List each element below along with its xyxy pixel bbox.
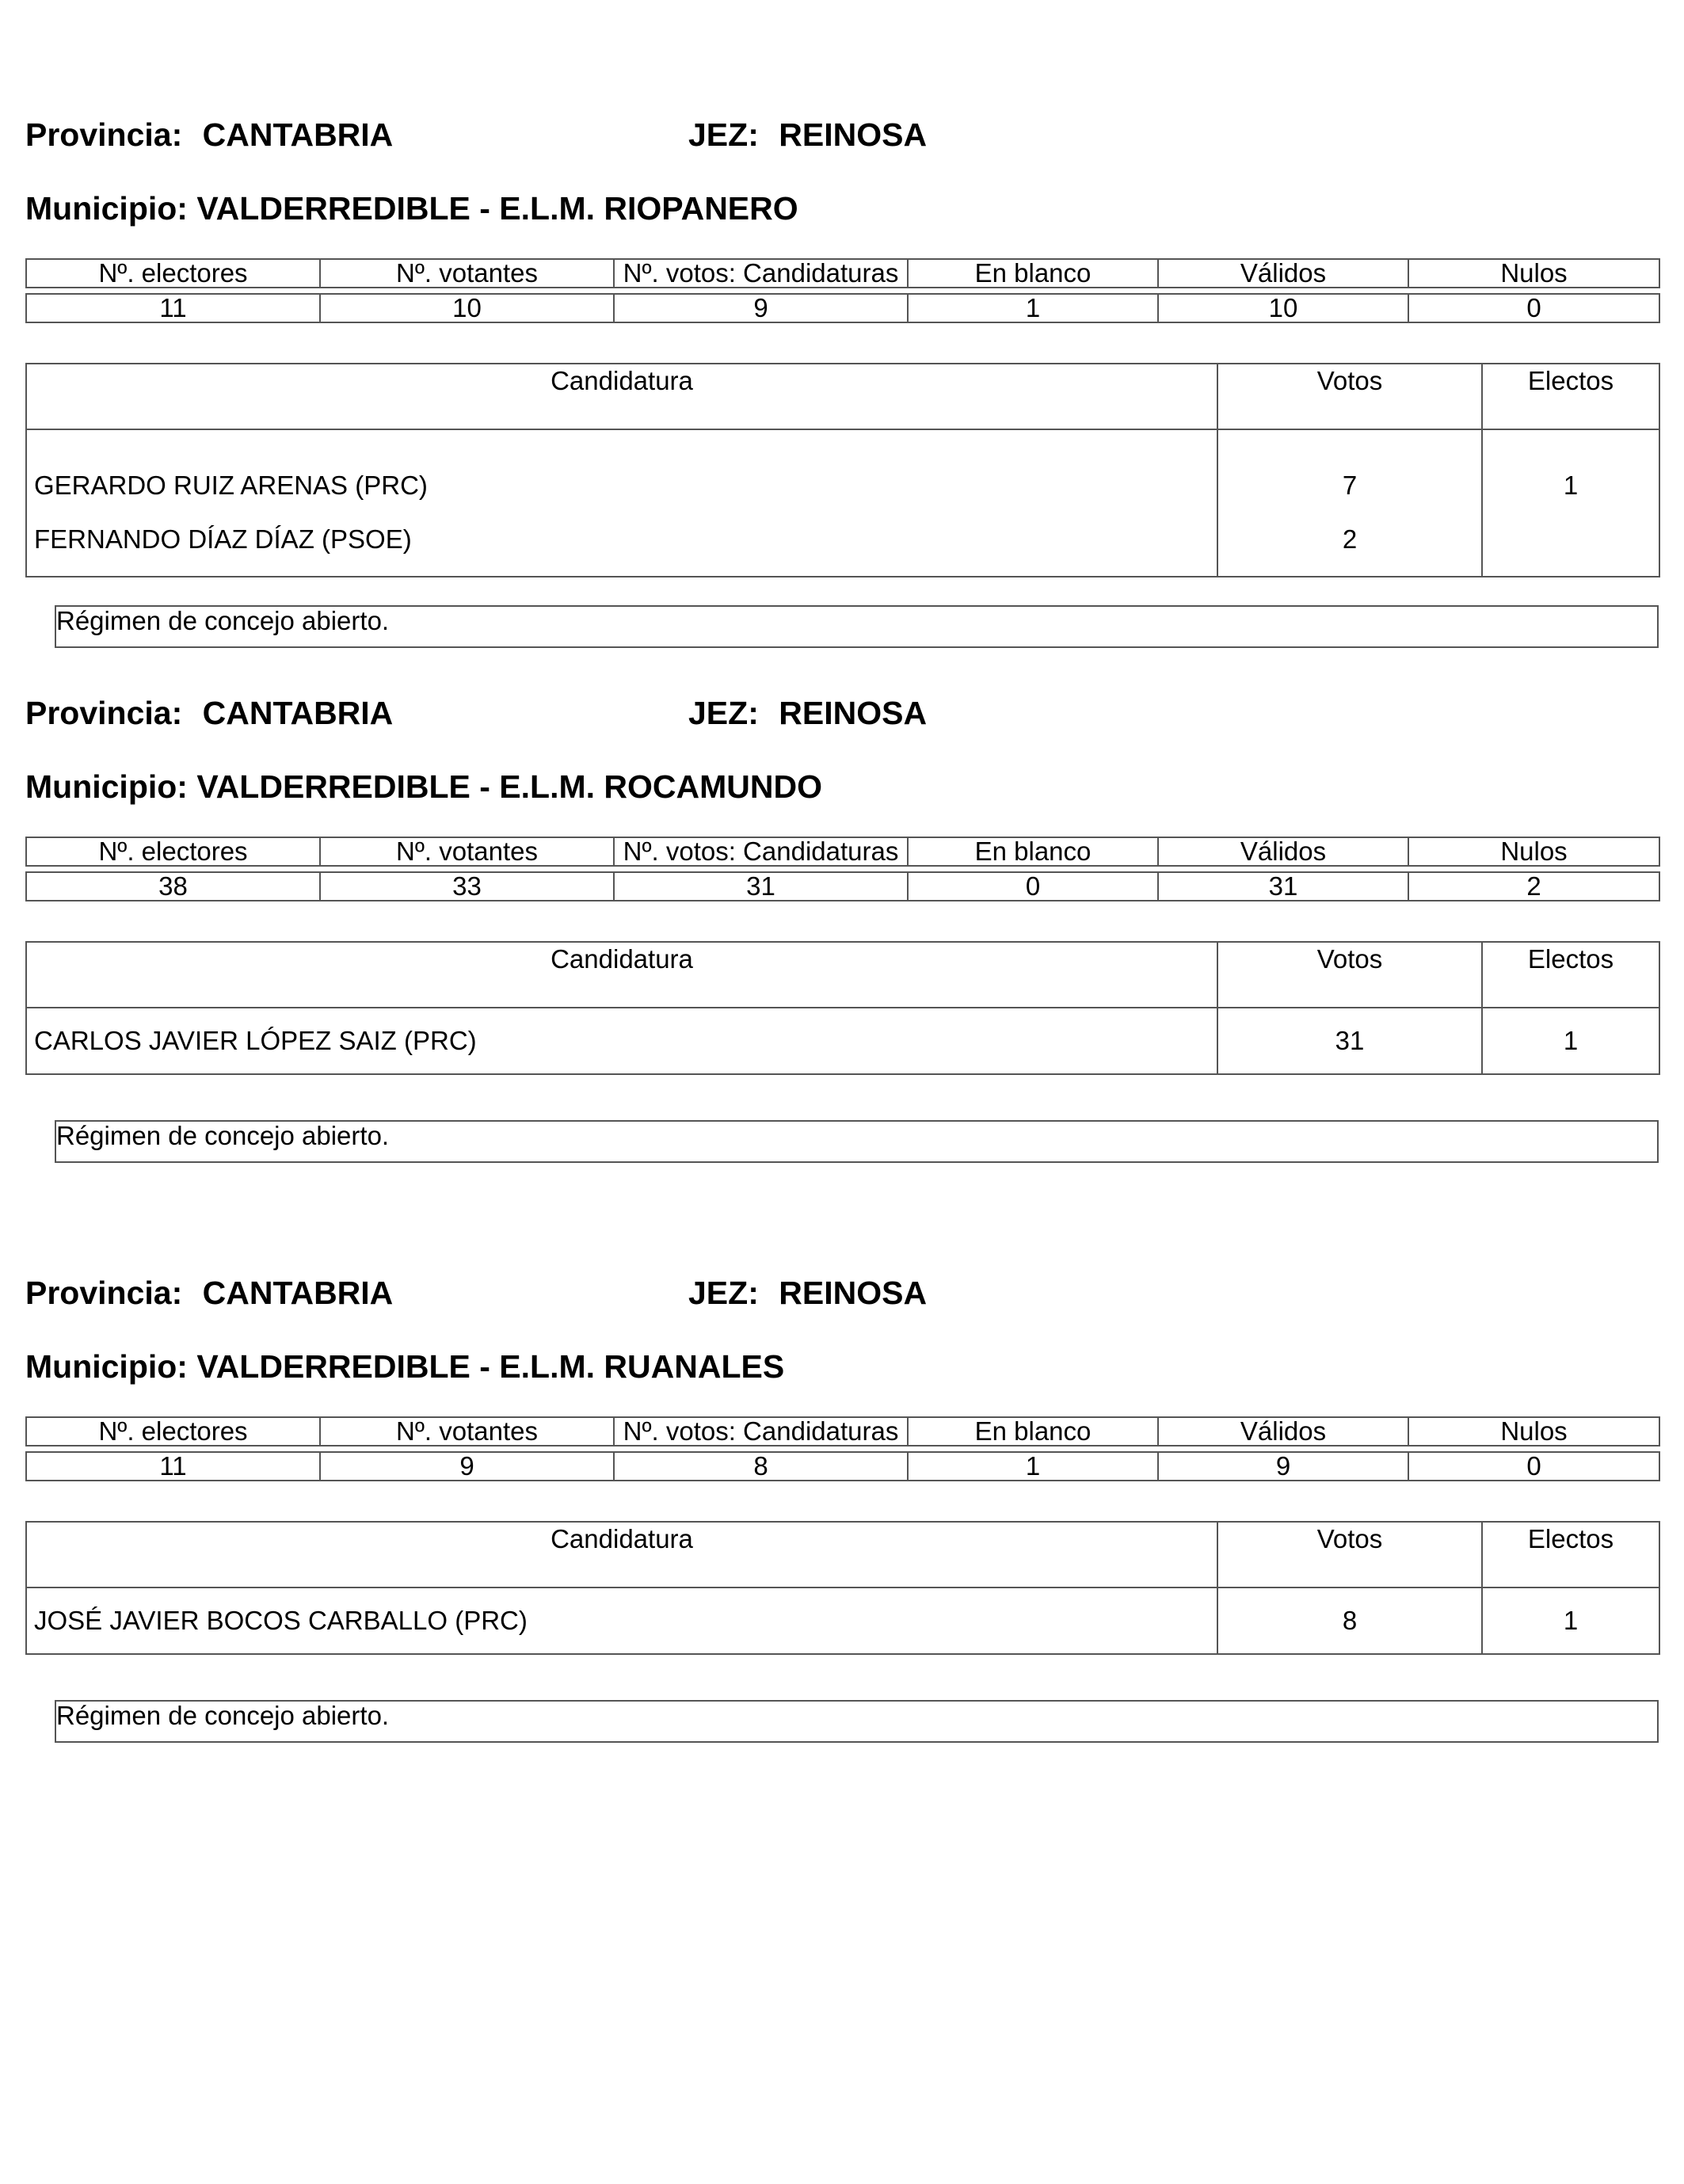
- stats-header: Nulos: [1408, 1417, 1659, 1446]
- stats-header: Nº. electores: [26, 837, 320, 866]
- stats-header: Nº. votos: Candidaturas: [614, 1417, 908, 1446]
- jez-label: JEZ:: [688, 116, 759, 153]
- candidatura-header: Candidatura: [26, 1522, 1217, 1587]
- stats-value: 9: [614, 294, 908, 322]
- stats-header: Nº. votantes: [320, 837, 614, 866]
- stats-value: 11: [26, 294, 320, 322]
- stats-value: 0: [908, 872, 1158, 901]
- jez-line: [688, 1277, 927, 1309]
- municipio-line: [25, 768, 822, 805]
- stats-spacer: [26, 1446, 1659, 1452]
- candidates-table: [25, 941, 1660, 1075]
- candidate-row: [26, 1587, 1659, 1654]
- provincia-label: Provincia:: [25, 116, 183, 153]
- note-text: Régimen de concejo abierto.: [56, 606, 390, 635]
- electos-header: Electos: [1482, 1522, 1659, 1587]
- candidate-name: JOSÉ JAVIER BOCOS CARBALLO (PRC): [26, 1587, 1217, 1654]
- stats-value: 0: [1408, 1452, 1659, 1481]
- provincia-value: CANTABRIA: [202, 695, 394, 731]
- stats-value: 11: [26, 1452, 320, 1481]
- candidate-row: [26, 1008, 1659, 1074]
- stats-value: 31: [1158, 872, 1408, 901]
- stats-header: Nº. votantes: [320, 1417, 614, 1446]
- stats-value: 31: [614, 872, 908, 901]
- candidate-name: GERARDO RUIZ ARENAS (PRC): [26, 429, 1217, 510]
- stats-value-row: [26, 1452, 1659, 1481]
- note-box: [55, 1700, 1659, 1743]
- stats-spacer: [26, 866, 1659, 872]
- note-box: [55, 1120, 1659, 1163]
- municipio-line: [25, 1348, 785, 1385]
- stats-value: 1: [908, 1452, 1158, 1481]
- candidates-table: [25, 363, 1660, 577]
- stats-header: Nº. votos: Candidaturas: [614, 837, 908, 866]
- provincia-line: [25, 116, 394, 153]
- municipio-label: Municipio:: [25, 768, 188, 805]
- votos-header: Votos: [1217, 1522, 1482, 1587]
- candidates-header-row: [26, 1522, 1659, 1587]
- municipio-value: VALDERREDIBLE - E.L.M. ROCAMUNDO: [196, 768, 822, 805]
- provincia-value: CANTABRIA: [202, 116, 394, 153]
- stats-table: [25, 258, 1660, 323]
- provincia-label: Provincia:: [25, 1275, 183, 1311]
- electos-header: Electos: [1482, 364, 1659, 429]
- provincia-value: CANTABRIA: [202, 1275, 394, 1311]
- stats-value: 1: [908, 294, 1158, 322]
- provincia-label: Provincia:: [25, 695, 183, 731]
- jez-value: REINOSA: [779, 1275, 928, 1311]
- votos-header: Votos: [1217, 942, 1482, 1008]
- stats-header: Nº. votos: Candidaturas: [614, 259, 908, 288]
- stats-table: [25, 837, 1660, 901]
- candidate-elected: 1: [1482, 1008, 1659, 1074]
- jez-label: JEZ:: [688, 1275, 759, 1311]
- candidate-elected: [1482, 510, 1659, 577]
- stats-value: 2: [1408, 872, 1659, 901]
- stats-value-row: [26, 294, 1659, 322]
- candidates-header-row: [26, 364, 1659, 429]
- stats-value: 8: [614, 1452, 908, 1481]
- stats-value-row: [26, 872, 1659, 901]
- stats-spacer: [26, 288, 1659, 294]
- votos-header: Votos: [1217, 364, 1482, 429]
- municipio-label: Municipio:: [25, 1348, 188, 1385]
- candidate-row: [26, 429, 1659, 510]
- candidate-votes: 7: [1217, 429, 1482, 510]
- jez-value: REINOSA: [779, 695, 928, 731]
- stats-value: 9: [1158, 1452, 1408, 1481]
- candidate-elected: 1: [1482, 1587, 1659, 1654]
- stats-header-row: [26, 1417, 1659, 1446]
- jez-line: [688, 116, 928, 153]
- note-text: Régimen de concejo abierto.: [56, 1701, 390, 1730]
- candidate-votes: 2: [1217, 510, 1482, 577]
- candidate-row: [26, 510, 1659, 577]
- stats-header-row: [26, 837, 1659, 866]
- candidate-name: FERNANDO DÍAZ DÍAZ (PSOE): [26, 510, 1217, 577]
- candidate-name: CARLOS JAVIER LÓPEZ SAIZ (PRC): [26, 1008, 1217, 1074]
- candidate-elected: 1: [1482, 429, 1659, 510]
- note-box: [55, 605, 1659, 648]
- provincia-line: [25, 1277, 393, 1309]
- stats-header: Nº. electores: [26, 259, 320, 288]
- municipio-value: VALDERREDIBLE - E.L.M. RUANALES: [196, 1348, 785, 1385]
- candidates-table: [25, 1521, 1660, 1655]
- candidate-votes: 8: [1217, 1587, 1482, 1654]
- stats-value: 33: [320, 872, 614, 901]
- stats-header: Válidos: [1158, 837, 1408, 866]
- candidatura-header: Candidatura: [26, 942, 1217, 1008]
- note-text: Régimen de concejo abierto.: [56, 1121, 390, 1150]
- stats-value: 38: [26, 872, 320, 901]
- stats-value: 10: [320, 294, 614, 322]
- stats-header: Válidos: [1158, 1417, 1408, 1446]
- stats-header: En blanco: [908, 259, 1158, 288]
- municipio-label: Municipio:: [25, 190, 188, 227]
- municipio-line: [25, 192, 798, 225]
- stats-table: [25, 1416, 1660, 1481]
- stats-value: 0: [1408, 294, 1659, 322]
- stats-header: Nº. electores: [26, 1417, 320, 1446]
- candidatura-header: Candidatura: [26, 364, 1217, 429]
- jez-line: [688, 697, 927, 730]
- stats-header: En blanco: [908, 1417, 1158, 1446]
- stats-header-row: [26, 259, 1659, 288]
- candidate-votes: 31: [1217, 1008, 1482, 1074]
- stats-header: Nulos: [1408, 837, 1659, 866]
- stats-value: 9: [320, 1452, 614, 1481]
- candidates-header-row: [26, 942, 1659, 1008]
- jez-label: JEZ:: [688, 695, 759, 731]
- stats-header: En blanco: [908, 837, 1158, 866]
- electos-header: Electos: [1482, 942, 1659, 1008]
- municipio-value: VALDERREDIBLE - E.L.M. RIOPANERO: [196, 190, 798, 227]
- provincia-line: [25, 697, 393, 730]
- stats-header: Nulos: [1408, 259, 1659, 288]
- stats-value: 10: [1158, 294, 1408, 322]
- jez-value: REINOSA: [779, 116, 928, 153]
- stats-header: Válidos: [1158, 259, 1408, 288]
- stats-header: Nº. votantes: [320, 259, 614, 288]
